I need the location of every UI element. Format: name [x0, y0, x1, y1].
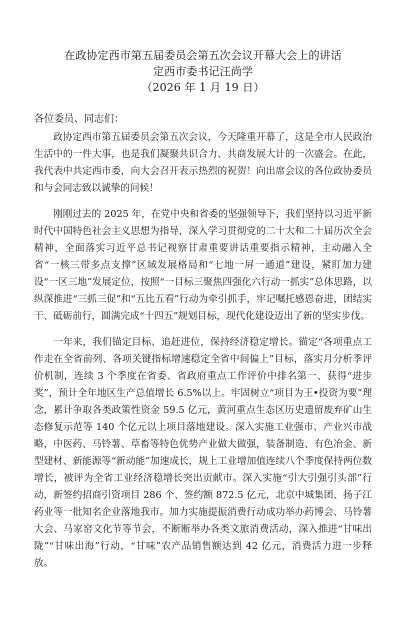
- speaker-line: 定西市委书记汪尚学: [153, 65, 253, 78]
- salutation: 各位委员、同志们：: [34, 114, 124, 125]
- paragraph-opening: 政协定西市第五届委员会第五次会议，今天隆重开幕了，这是全市人民政治生活中的一件大事，也是我们凝聚共识合力、共商发展大计的一次盛会。在此，我代表中共定西市委，向大会召开表示热烈的祝贺！向出席会议的各位政协委员和与会同志致以诚挚的问候！: [34, 132, 372, 194]
- paragraph-review-2025: 刚刚过去的 2025 年，在党中央和省委的坚强领导下，我们坚持以习近平新时代中国特色社会主义思想为指导，深入学习贯彻党的二十大和二十届历次全会精神，全面落实习近平总书记视察甘肃重要讲话重要指示精神，主动融入全省“一核三带多点支撑”区域发展格局和“七地一屏一通道”建设，紧盯加力建设“一区三地”发展定位，按照“一目标三聚焦四强化六行动一抓实”总体思路，以纵深推进“三抓三促”和“五比五看”行动为牵引抓手，牢记嘱托感恩奋进，团结实干、砥砺前行，圆满完成“十四五”规划目标，现代化建设迈出了新的坚实步伐。: [34, 209, 372, 322]
- speech-title: 在政协定西市第五届委员会第五次会议开幕大会上的讲话: [64, 49, 342, 62]
- speech-date: （2026 年 1 月 19 日）: [141, 81, 265, 94]
- document-page: [0, 48, 410, 628]
- paragraph-economic-growth: 一年来，我们锚定目标、追赶进位，保持经济稳定增长。锚定“各项重点工作走在全省前列、各项关键指标增速稳定全省中间偏上”目标，落实月分析季评价机制，连续 3 个季度在省委、省政府重点工作评价中排名第一、获得“进步奖”，预计全年地区生产总值增长 6.5%以上。牢固树立“项目为王•投资为要”理念，累计争取各类政策性资金 59.5 亿元，黄河重点生态区历史遗留废弃矿山生态修复示范等 140 个亿元以上项目落地建设。深入实施工业强市、产业兴市战略，中医药、马铃薯、草畜等特色优势产业做大做强，装备制造、有色冶金、新型建材、新能源等“新动能”加速成长，规上工业增加值连续八个季度保持两位数增长，被评为全省工业经济稳增长突出贡献市。深入实施“引大引强引头部”行动，新签约招商引资项目 286 个、签约额 872.5 亿元，北京中城集团、扬子江药业等一批知名企业落地我市。加力实施提振消费行动成功举办药博会、马铃薯大会、马家窑文化节等节会，不断断举办各类文旅消费活动，深入推进“甘味出陇”“甘味出海”行动，“甘味”农产品销售额达到 42 亿元，消费活力进一步释放。: [34, 337, 372, 569]
